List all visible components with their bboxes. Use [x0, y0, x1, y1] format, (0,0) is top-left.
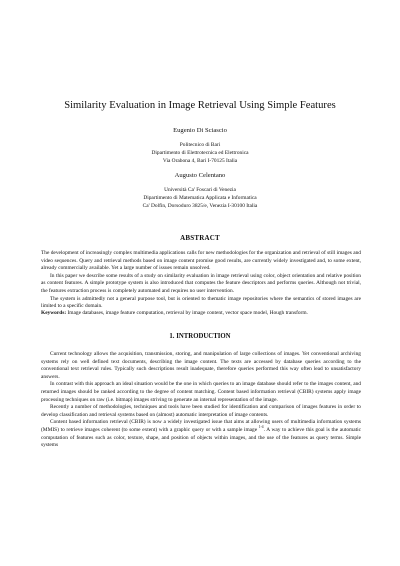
keywords-text: Image databases, image feature computation, retrieval by image content, vector space model, Hough transform. — [66, 310, 308, 316]
affiliation-line: Politecnico di Bari — [179, 141, 221, 148]
affiliation-line: Dipartimento di Matematica Applicata e Informatica — [143, 195, 257, 202]
section-heading-introduction: 1. INTRODUCTION — [169, 333, 231, 340]
author-name: Augusto Celentano — [174, 172, 226, 179]
affiliation-line: Dipartimento di Elettrotecnica ed Elettronica — [151, 150, 249, 157]
affiliation-line: Università Ca' Foscari di Venezia — [164, 186, 236, 193]
abstract-paragraph: The system is admittedly not a general purpose tool, but is oriented to thematic image repositories where the semantics of stored images are limited to a specific domain. — [41, 295, 361, 310]
author-block-2 — [0, 172, 400, 210]
keywords-label: Keywords: — [41, 310, 67, 316]
abstract-heading: ABSTRACT — [180, 234, 220, 242]
author-block-1 — [0, 127, 400, 165]
intro-text: Content based information retrieval (CBIR) is now a widely investigated issue that aims at allowing users of multimedia information systems (MMIS) to retrieve images coherent (to some extent) with a graphic query or with a sample image — [41, 419, 361, 433]
introduction-body — [41, 351, 361, 450]
abstract-paragraph: In this paper we describe some results of a study on similarity evaluation in image retrieval using color, object orientation and relative position as content features. A simple prototype system is also introduced that computes the feature descriptors and performs queries. Although not trivial, the features extraction process is completely automated and requires no user intervention. — [41, 272, 361, 294]
abstract-body — [41, 250, 361, 311]
intro-paragraph — [41, 419, 361, 449]
affiliation-line: Ca' Dolfin, Dorsoduro 3825/e, Venezia I-30100 Italia — [142, 203, 258, 210]
paper-title: Similarity Evaluation in Image Retrieval Using Simple Features — [64, 100, 336, 111]
keywords — [41, 310, 361, 318]
intro-paragraph: Current technology allows the acquisition, transmission, storing, and manipulation of large collections of images. Yet conventional archiving systems rely on well defined text documents, describing the image content. The texts are accessed by database queries according to the conventional text retrieval rules. Typically such descriptions result inadequate, therefore queries performed this way often lead to unsatisfactory answers. — [41, 351, 361, 380]
citation-superscript: 1-4 — [258, 425, 264, 430]
intro-paragraph: In contrast with this approach an ideal situation would be the one in which queries to an image database should refer to the images content, and returned images should be ranked according to the degree of content matching. Content based information retrieval (CBIR) systems apply image processing techniques on raw (i.e. bitmap) images striving to generate an internal representation of the image. — [41, 381, 361, 403]
abstract-paragraph: The development of increasingly complex multimedia applications calls for new methodologies for the organization and retrieval of still images and video sequences. Query and retrieval methods based on image content promise good results, are currently widely investigated and, to some extent, already commercially available. Yet a large number of issues remain unsolved. — [41, 250, 361, 272]
author-name: Eugenio Di Sciascio — [173, 127, 227, 134]
affiliation-line: Via Orabona 4, Bari I-70125 Italia — [162, 158, 238, 165]
intro-text: . A way to achieve this goal is the automatic computation of features such as color, texture, shape, and position of objects within images, and the use of the features as query terms. Simple systems — [41, 426, 361, 449]
intro-paragraph: Recently a number of methodologies, techniques and tools have been studied for identification and comparison of images features in order to develop classification and retrieval systems based on (almost) automatic interpretation of image contents. — [41, 404, 361, 418]
